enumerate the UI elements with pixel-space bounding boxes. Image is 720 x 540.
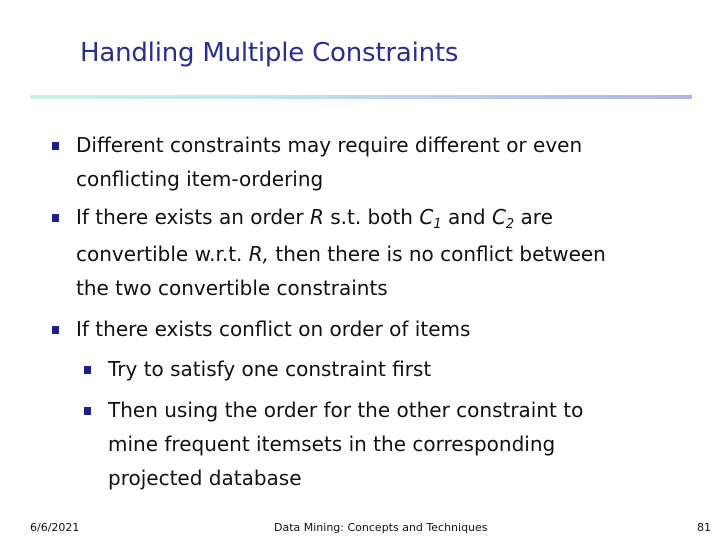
- order-symbol: R: [309, 205, 324, 229]
- title-divider: [30, 95, 692, 99]
- sub-bullet-2-line-3: projected database: [108, 466, 302, 490]
- slide-title: Handling Multiple Constraints: [80, 38, 459, 68]
- bullet-3-line-1: If there exists conflict on order of items: [76, 317, 471, 341]
- bullet-marker: [52, 214, 59, 222]
- sub-bullet-2-line-1: Then using the order for the other constraint to: [108, 398, 584, 422]
- order-symbol: R,: [248, 242, 270, 266]
- constraint-symbol: C: [419, 205, 434, 229]
- page-number: 81: [697, 521, 711, 534]
- constraint-symbol: C: [491, 205, 506, 229]
- text-run: are: [514, 205, 553, 229]
- text-run: If there exists an order: [76, 205, 310, 229]
- bullet-1-line-2: conflicting item-ordering: [76, 167, 324, 191]
- bullet-marker: [52, 326, 59, 334]
- sub-bullet-1-line-1: Try to satisfy one constraint first: [108, 357, 432, 381]
- text-run: then there is no conflict between: [269, 242, 606, 266]
- bullet-1-line-1: Different constraints may require different or even: [76, 133, 583, 157]
- bullet-marker: [52, 142, 59, 150]
- bullet-2-line-3: the two convertible constraints: [76, 276, 388, 300]
- text-run: and: [441, 205, 492, 229]
- footer-title: Data Mining: Concepts and Techniques: [274, 521, 488, 534]
- text-run: s.t. both: [323, 205, 420, 229]
- subscript: 1: [433, 217, 442, 232]
- text-run: convertible w.r.t.: [76, 242, 249, 266]
- sub-bullet-2-line-2: mine frequent itemsets in the corresponding: [108, 432, 556, 456]
- footer-date: 6/6/2021: [30, 521, 80, 534]
- subscript: 2: [505, 217, 515, 232]
- bullet-2-line-2: [76, 237, 606, 271]
- sub-bullet-marker: [84, 407, 91, 415]
- sub-bullet-marker: [84, 366, 91, 374]
- bullet-2-line-1: [76, 200, 553, 234]
